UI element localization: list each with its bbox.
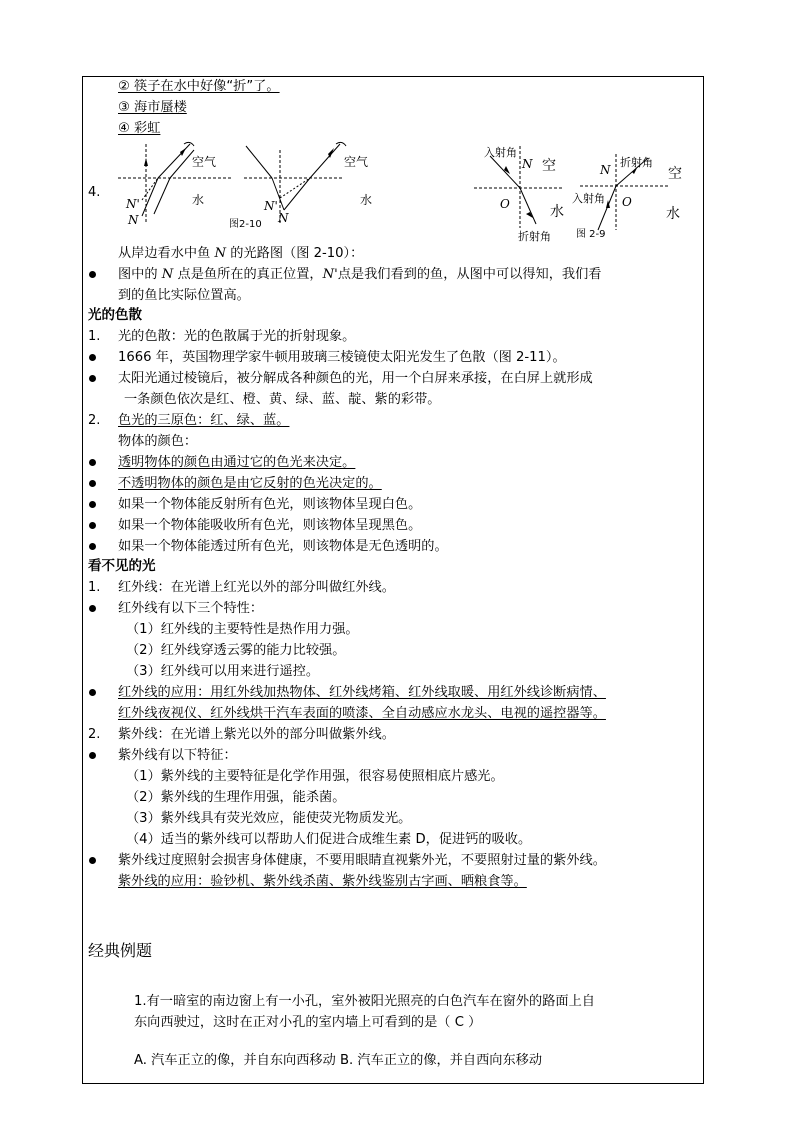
fig-a-n-label: N — [128, 213, 139, 227]
infrared-features-heading: 红外线有以下三个特性： — [118, 601, 264, 616]
prism-spectrum: 太阳光通过棱镜后，被分解成各种颜色的光，用一个白屏来承接，在白屏上就形成 — [118, 371, 593, 386]
item-number-1: 1. — [88, 329, 101, 344]
reflect-all-white: 如果一个物体能反射所有色光，则该物体呈现白色。 — [118, 497, 422, 512]
bullet — [89, 480, 96, 487]
fig-d-o-label: O — [622, 195, 632, 209]
figure-2-9-caption: 图 2-9 — [576, 229, 606, 240]
fig-c-incident-label: 入射角 — [484, 146, 517, 159]
figure-fish-refraction-a — [114, 138, 238, 230]
ultraviolet-definition: 紫外线：在光谱上紫光以外的部分叫做紫外线。 — [118, 727, 395, 742]
bullet — [89, 522, 96, 529]
bullet — [89, 375, 96, 382]
bullet — [89, 689, 96, 696]
infrared-feature-2: （2）红外线穿透云雾的能力比较强。 — [126, 643, 346, 658]
section-title-invisible-light: 看不见的光 — [88, 558, 156, 574]
object-color-heading: 物体的颜色： — [118, 434, 198, 449]
bullet — [89, 459, 96, 466]
prism-spectrum-2: 一条颜色依次是红、橙、黄、绿、蓝、靛、紫的彩带。 — [124, 392, 441, 407]
question-1-line-1: 1.有一暗室的南边窗上有一小孔，室外被阳光照亮的白色汽车在窗外的路面上自 — [134, 994, 595, 1009]
item-number-1: 1. — [88, 580, 101, 595]
bullet — [89, 543, 96, 550]
section-title-dispersion: 光的色散 — [88, 307, 142, 323]
fig-c-water-label: 水 — [550, 204, 564, 220]
ultraviolet-feature-3: （3）紫外线具有荧光效应，能使荧光物质发光。 — [126, 811, 412, 826]
fig-b-water-label: 水 — [360, 193, 373, 207]
fig-c-refract-label: 折射角 — [518, 230, 551, 242]
fig-a-water-label: 水 — [192, 193, 205, 207]
fig-c-n-label: N — [522, 157, 533, 171]
bullet — [89, 354, 96, 361]
fig-d-refract-label: 折射角 — [620, 156, 653, 169]
classic-examples-heading: 经典例题 — [88, 941, 153, 960]
fish-position-line-2: 到的鱼比实际位置高。 — [118, 288, 250, 303]
figure-incidence-refraction-c — [470, 142, 582, 242]
fig-d-water-label: 水 — [666, 206, 680, 222]
fig-d-n-label: N — [600, 163, 611, 177]
primary-colors: 色光的三原色：红、绿、蓝。 — [118, 413, 290, 428]
item-number-2: 2. — [88, 413, 101, 428]
question-1-line-2: 东向西驶过，这时在正对小孔的室内墙上可看到的是（ C ） — [134, 1015, 482, 1030]
ultraviolet-warning: 紫外线过度照射会损害身体健康，不要用眼睛直视紫外光，不要照射过量的紫外线。 — [118, 853, 606, 868]
fig-a-air-label: 空气 — [192, 155, 217, 169]
absorb-all-black: 如果一个物体能吸收所有色光，则该物体呈现黑色。 — [118, 518, 422, 533]
dispersion-definition: 光的色散：光的色散属于光的折射现象。 — [118, 329, 356, 344]
infrared-applications: 红外线的应用：用红外线加热物体、红外线烤箱、红外线取暖、用红外线诊断病情、 — [118, 685, 606, 700]
ultraviolet-feature-1: （1）紫外线的主要特征是化学作用强，很容易使照相底片感光。 — [126, 769, 504, 784]
ultraviolet-feature-4: （4）适当的紫外线可以帮助人们促进合成维生素 D，促进钙的吸收。 — [126, 832, 532, 847]
infrared-applications-2: 红外线夜视仪、红外线烘干汽车表面的喷漆、全自动感应水龙头、电视的遥控器等。 — [118, 706, 606, 721]
transparent-object-color: 透明物体的颜色由通过它的色光来决定。 — [118, 455, 356, 470]
fig-d-air-label: 空 — [668, 166, 682, 182]
fig-b-air-label: 空气 — [344, 155, 369, 169]
transmit-all-transparent: 如果一个物体能透过所有色光，则该物体是无色透明的。 — [118, 539, 448, 554]
list-item-chopsticks: ② 筷子在水中好像“折”了。 — [118, 79, 280, 94]
bullet — [89, 605, 96, 612]
list-item-mirage: ③ 海市蜃楼 — [118, 100, 187, 115]
ultraviolet-applications: 紫外线的应用：验钞机、紫外线杀菌、紫外线鉴别古字画、晒粮食等。 — [118, 874, 527, 889]
item-number-2: 2. — [88, 727, 101, 742]
fig-b-n-label: N — [278, 211, 289, 225]
opaque-object-color: 不透明物体的颜色是由它反射的色光决定的。 — [118, 476, 382, 491]
item-number-4: 4. — [88, 185, 101, 200]
infrared-feature-1: （1）红外线的主要特性是热作用力强。 — [126, 622, 359, 637]
figure-fish-refraction-b — [240, 138, 390, 230]
infrared-feature-3: （3）红外线可以用来进行遥控。 — [126, 664, 320, 679]
bullet — [89, 271, 96, 278]
newton-1666: 1666 年，英国物理学家牛顿用玻璃三棱镜使太阳光发生了色散（图 2-11）。 — [118, 350, 566, 365]
fig-c-o-label: O — [500, 197, 510, 211]
fish-position-line: 图中的 N 点是鱼所在的真正位置，N'点是我们看到的鱼，从图中可以得知，我们看 — [118, 267, 602, 282]
fig-b-np-label: N' — [264, 199, 278, 213]
fig-a-np-label: N' — [126, 197, 140, 211]
fig-c-air-label: 空 — [542, 158, 556, 174]
fig-d-incident-label: 入射角 — [572, 192, 605, 205]
bullet — [89, 752, 96, 759]
ultraviolet-features-heading: 紫外线有以下特征： — [118, 748, 237, 763]
bullet — [89, 857, 96, 864]
fish-light-path-line: 从岸边看水中鱼 N 的光路图（图 2-10）： — [118, 246, 364, 261]
ultraviolet-feature-2: （2）紫外线的生理作用强，能杀菌。 — [126, 790, 346, 805]
figure-2-10-caption: 图2-10 — [229, 219, 262, 230]
list-item-rainbow: ④ 彩虹 — [118, 121, 161, 136]
question-1-options: A. 汽车正立的像，并自东向西移动 B. 汽车正立的像，并自西向东移动 — [134, 1053, 543, 1068]
infrared-definition: 红外线：在光谱上红光以外的部分叫做红外线。 — [118, 580, 395, 595]
bullet — [89, 501, 96, 508]
